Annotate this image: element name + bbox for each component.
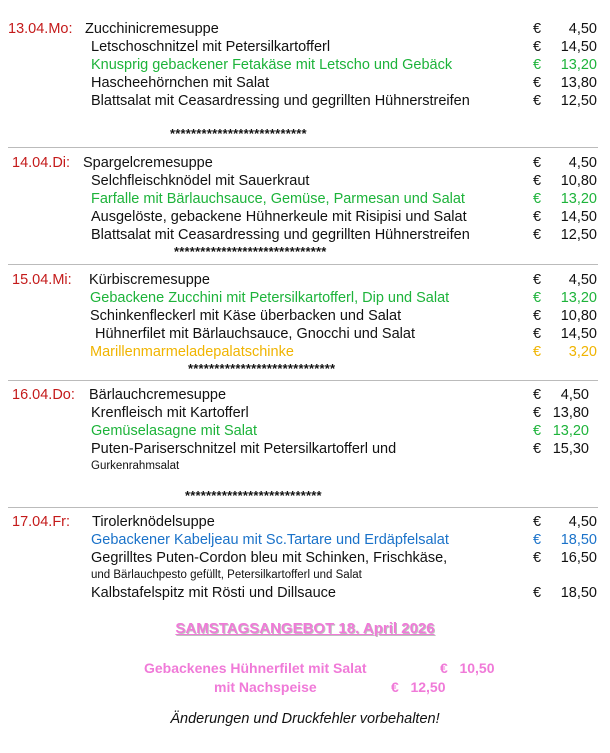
menu-item: Marillenmarmeladepalatschinke [90,344,294,360]
currency: € [533,308,542,324]
menu-item: Letschoschnitzel mit Petersilkartofferl [91,39,331,55]
price: 13,80 [560,75,597,91]
menu-item-note: und Bärlauchpesto gefüllt, Petersilkartofferl und Salat [91,569,362,581]
currency: € [533,387,542,403]
menu-item: Gemüselasagne mit Salat [91,423,258,439]
menu-item: Puten-Pariserschnitzel mit Petersilkartofferl und [91,441,397,457]
menu-item: Knusprig gebackener Fetakäse mit Letscho und Gebäck [91,57,453,73]
price: 4,50 [568,21,597,37]
currency: € [533,75,542,91]
price: 13,80 [552,405,589,421]
menu-item: Hühnerfilet mit Bärlauchsauce, Gnocchi und Salat [95,326,415,342]
currency: € [533,405,542,421]
menu-item: Tirolerknödelsuppe [92,514,215,530]
price: 13,20 [560,290,597,306]
price: 14,50 [560,209,597,225]
menu-item-note: Gurkenrahmsalat [91,460,180,472]
day-label: 16.04.Do: [12,387,75,403]
price: 13,20 [560,57,597,73]
saturday-offer-title: SAMSTAGSANGEBOT 18. April 2026 [175,620,435,637]
menu-item: Gebackener Kabeljeau mit Sc.Tartare und Erdäpfelsalat [91,532,449,548]
price: 13,20 [552,423,589,439]
currency: € [533,227,542,243]
menu-item: Ausgelöste, gebackene Hühnerkeule mit Risipisi und Salat [91,209,467,225]
price: 16,50 [560,550,597,566]
separator-stars: **************************** [188,361,336,376]
price: 4,50 [560,387,589,403]
price: 12,50 [560,93,597,109]
currency: € [533,173,542,189]
menu-item: Blattsalat mit Ceasardressing und gegrillten Hühnerstreifen [91,227,470,243]
price: 10,80 [560,173,597,189]
currency: € [533,423,542,439]
separator-stars: ***************************** [174,244,327,259]
day-label: 15.04.Mi: [12,272,72,288]
price: 15,30 [552,441,589,457]
currency: € [533,209,542,225]
currency: € [533,21,542,37]
price: 3,20 [568,344,597,360]
price: 14,50 [560,39,597,55]
price: 12,50 [560,227,597,243]
menu-item: Zucchinicremesuppe [85,21,219,37]
currency: € [533,514,542,530]
price: 10,80 [560,308,597,324]
menu-item: Gebackene Zucchini mit Petersilkartofferl, Dip und Salat [90,290,450,306]
day-label: 17.04.Fr: [12,514,71,530]
saturday-dish: Gebackenes Hühnerfilet mit Salat [144,660,367,676]
menu-item: Gegrilltes Puten-Cordon bleu mit Schinken, Frischkäse, [91,550,448,566]
day-label: 13.04.Mo: [8,21,73,37]
currency: € [533,155,542,171]
menu-item: Blattsalat mit Ceasardressing und gegrillten Hühnerstreifen [91,93,470,109]
price: 18,50 [560,585,597,601]
saturday-dish-price: € 10,50 [440,660,495,676]
menu-item: Bärlauchcremesuppe [89,387,227,403]
divider [8,264,598,265]
currency: € [533,585,542,601]
currency: € [533,532,542,548]
menu-item: Kalbstafelspitz mit Rösti und Dillsauce [91,585,336,601]
currency: € [533,93,542,109]
currency: € [533,441,542,457]
menu-item: Schinkenfleckerl mit Käse überbacken und Salat [90,308,402,324]
divider [8,507,598,508]
saturday-dessert: mit Nachspeise [214,679,317,695]
price: 4,50 [568,272,597,288]
currency: € [533,57,542,73]
price: 14,50 [560,326,597,342]
menu-item: Hascheehörnchen mit Salat [91,75,270,91]
saturday-dessert-price: € 12,50 [391,679,446,695]
separator-stars: ************************** [170,126,307,141]
currency: € [533,344,542,360]
divider [8,380,598,381]
currency: € [533,191,542,207]
separator-stars: ************************** [185,488,322,503]
currency: € [533,550,542,566]
disclaimer: Änderungen und Druckfehler vorbehalten! [170,711,440,727]
menu-item: Krenfleisch mit Kartofferl [91,405,249,421]
currency: € [533,272,542,288]
currency: € [533,290,542,306]
menu-item: Kürbiscremesuppe [89,272,210,288]
currency: € [533,39,542,55]
day-label: 14.04.Di: [12,155,71,171]
divider [8,147,598,148]
price: 4,50 [568,155,597,171]
price: 13,20 [560,191,597,207]
menu-item: Selchfleischknödel mit Sauerkraut [91,173,310,189]
menu-item: Spargelcremesuppe [83,155,213,171]
price: 18,50 [560,532,597,548]
menu-item: Farfalle mit Bärlauchsauce, Gemüse, Parmesan und Salat [91,191,465,207]
price: 4,50 [568,514,597,530]
currency: € [533,326,542,342]
